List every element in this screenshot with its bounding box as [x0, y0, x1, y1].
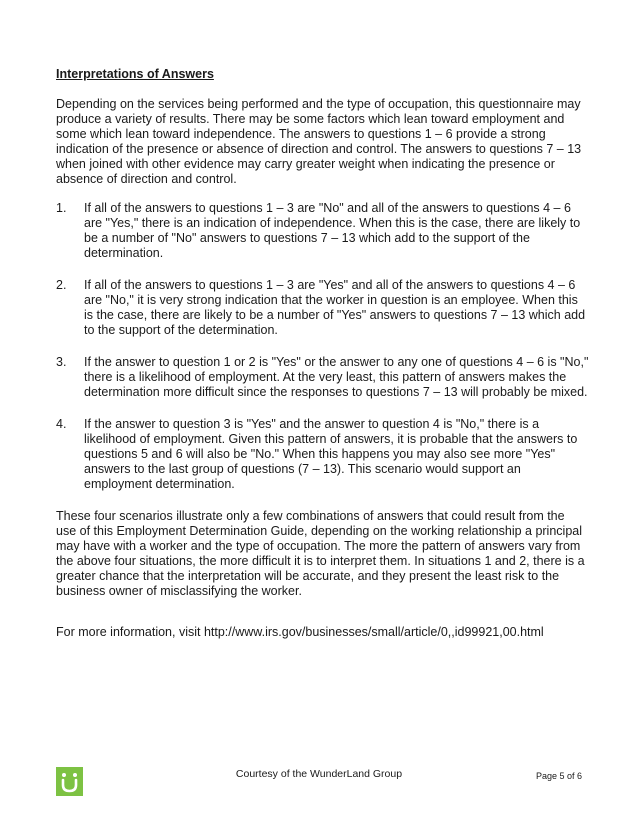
list-item-number: 3. [56, 355, 67, 369]
list-item-number: 2. [56, 278, 67, 292]
closing-paragraph: These four scenarios illustrate only a few combinations of answers that could result from the use of this Employment Determination Guide, depending on the working relationship a principal may have with a worker and the type of occupation. The more the pattern of answers vary from the above four situations, the more difficult it is to interpret them. In situations 1 and 2, there is a greater chance that the interpretation will be accurate, and they present the least risk to the business owner of misclassifying the worker. [56, 509, 585, 598]
section-heading: Interpretations of Answers [56, 67, 214, 81]
list-item-text: If the answer to question 1 or 2 is "Yes" or the answer to any one of questions 4 – 6 is "No," there is a likelihood of employment. At the very least, this pattern of answers makes the determination more difficult since the responses to questions 7 – 13 will probably be mixed. [84, 355, 589, 399]
list-item-text: If all of the answers to questions 1 – 3 are "No" and all of the answers to questions 4 – 6 are "Yes," there is an indication of independence. When this is the case, there are likely to be a number of "No" answers to questions 7 – 13 which add to the support of the determination. [84, 201, 581, 260]
list-item-number: 4. [56, 417, 67, 431]
intro-paragraph: Depending on the services being performed and the type of occupation, this questionnaire may produce a variety of results. There may be some factors which lean toward employment and some which lean toward independence. The answers to questions 1 – 6 provide a strong indication of the presence or absence of direction and control. The answers to questions 7 – 13 when joined with other evidence may carry greater weight when indicating the presence or absence of direction and control. [56, 97, 582, 186]
footer-courtesy: Courtesy of the WunderLand Group [235, 768, 403, 780]
list-item-text: If all of the answers to questions 1 – 3 are "Yes" and all of the answers to questions 4 – 6 are "No," it is very strong indication that the worker in question is an employee. When this is the case, there are likely to be a number of "Yes" answers to questions 7 – 13 which add to the support of the determination. [84, 278, 586, 337]
more-info-line: For more information, visit http://www.irs.gov/businesses/small/article/0,,id99921,00.html [56, 625, 544, 639]
list-item [56, 201, 590, 261]
list-item [56, 417, 590, 492]
scenario-list [56, 201, 590, 509]
page-number: Page 5 of 6 [535, 771, 582, 781]
list-item-text: If the answer to question 3 is "Yes" and the answer to question 4 is "No," there is a likelihood of employment. Given this pattern of answers, it is probable that the answers to questions 5 and 6 will also be "No." When this happens you may also see more "Yes" answers to the last group of questions (7 – 13). This scenario would support an employment determination. [84, 417, 578, 491]
list-item [56, 355, 590, 400]
list-item-number: 1. [56, 201, 67, 215]
list-item [56, 278, 590, 338]
